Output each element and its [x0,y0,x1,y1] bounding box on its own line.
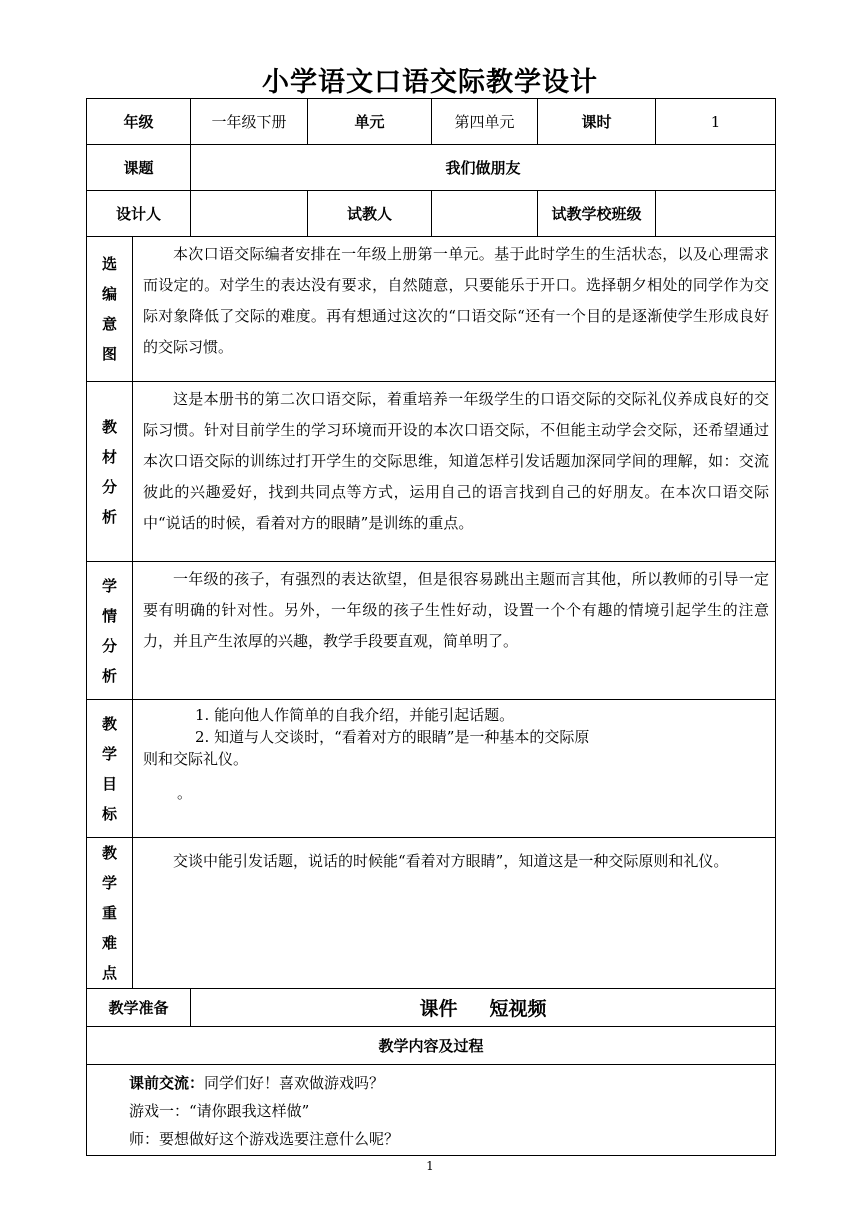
students-label: 学 情 分 析 [87,562,133,700]
section-material [87,382,776,562]
topic-label: 课题 [87,145,191,191]
prep-label: 教学准备 [87,989,191,1027]
goal-item: 1. 能向他人作简单的自我介绍，并能引起话题。 [195,706,515,724]
prep-item: 课件 [419,998,458,1020]
period-label: 课时 [538,99,656,145]
process-line: 课前交流：同学们好！喜欢做游戏吗？ [129,1074,385,1092]
goals-list [133,700,775,804]
process-line: 游戏一：“请你跟我这样做” [129,1102,310,1120]
process-line-heading: 课前交流： [129,1074,205,1092]
section-goals [87,700,776,838]
section-students [87,562,776,700]
section-intent [87,237,776,382]
process-header-row [87,1027,776,1065]
page-number: 1 [426,1159,434,1173]
prep-items [191,989,776,1027]
process-header: 教学内容及过程 [87,1027,776,1065]
school-label: 试教学校班级 [538,191,656,237]
material-label: 教 材 分 析 [87,382,133,562]
material-text: 这是本册书的第二次口语交际，着重培养一年级学生的口语交际的交际礼仪养成良好的交际习惯。针对目前学生的学习环境而开设的本次口语交际，不但能主动学会交际，还希望通过本次口语交际的训练过打开学生的交际思维，知道怎样引发话题加深同学间的理解，如：交流彼此的兴趣爱好，找到共同点等方式，运用自己的语言找到自己的好朋友。在本次口语交际中“说话的时候，看着对方的眼睛”是训练的重点。 [143,390,770,532]
goals-label: 教 学 目 标 [87,700,133,838]
goal-item: 2. 知道与人交谈时，“看着对方的眼睛”是一种基本的交际原 [195,728,590,746]
goal-item-continued: 则和交际礼仪。 [143,750,249,768]
school-value [656,191,776,237]
grade-label: 年级 [87,99,191,145]
teacher-label: 试教人 [308,191,432,237]
grade-value: 一年级下册 [191,99,308,145]
lesson-plan-table [86,98,776,1156]
key-label: 教 学 重 难 点 [87,838,133,989]
goal-trailing-mark: 。 [177,784,193,802]
teacher-value [432,191,538,237]
info-row-people [87,191,776,237]
intent-text: 本次口语交际编者安排在一年级上册第一单元。基于此时学生的生活状态，以及心理需求而设定的。对学生的表达没有要求，自然随意，只要能乐于开口。选择朝夕相处的同学作为交际对象降低了交际的难度。再有想通过这次的“口语交际“还有一个目的是逐渐使学生形成良好的交际习惯。 [143,245,770,356]
students-text: 一年级的孩子，有强烈的表达欲望，但是很容易跳出主题而言其他，所以教师的引导一定要有明确的针对性。另外，一年级的孩子生性好动，设置一个个有趣的情境引起学生的注意力，并且产生浓厚的兴趣，教学手段要直观，简单明了。 [143,570,770,650]
prep-item: 短视频 [489,998,547,1020]
page-title: 小学语文口语交际教学设计 [262,67,598,98]
info-row-topic [87,145,776,191]
unit-value: 第四单元 [432,99,538,145]
process-content [87,1065,775,1155]
designer-label: 设计人 [87,191,191,237]
topic-value: 我们做朋友 [191,145,776,191]
unit-label: 单元 [308,99,432,145]
period-value: 1 [656,99,776,145]
prep-row [87,989,776,1027]
process-content-row [87,1065,776,1156]
key-text: 交谈中能引发话题，说话的时候能“看着对方眼睛”，知道这是一种交际原则和礼仪。 [173,852,729,870]
section-key [87,838,776,989]
process-line: 师：要想做好这个游戏选要注意什么呢？ [129,1130,400,1148]
info-row-grade [87,99,776,145]
intent-label: 选 编 意 图 [87,237,133,382]
designer-value [191,191,308,237]
